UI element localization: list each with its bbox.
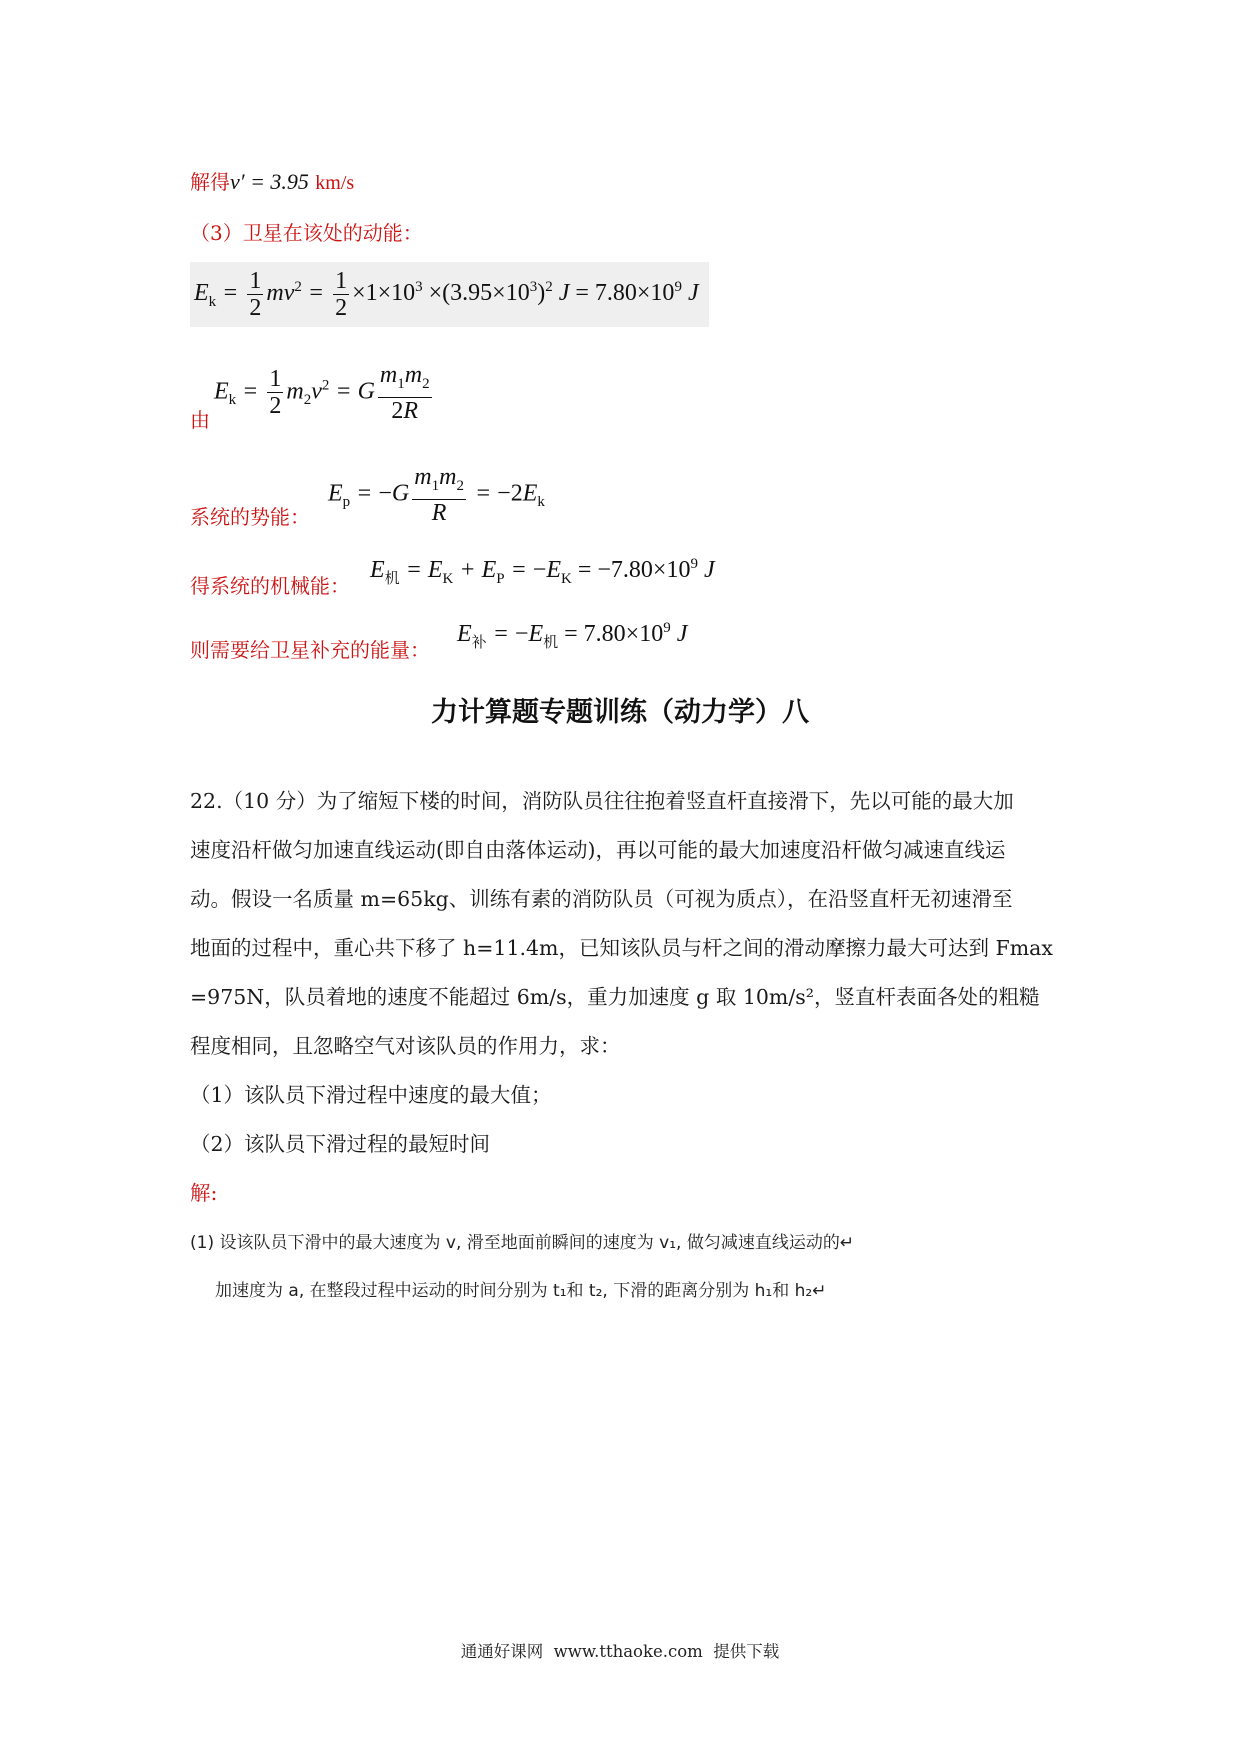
v-prime-value: v′ = 3.95 [230,169,309,194]
potential-energy-equation: $E_p = -G$ $\frac{m_1m_2}{R}$ = $-2E_k$ [328,464,545,526]
problem-line: 程度相同，且忽略空气对该队员的作用力，求： [190,1034,621,1058]
solution-line-2: 加速度为 a, 在整段过程中运动的时间分别为 t₁和 t₂, 下滑的距离分别为 h₁和 h₂↵ [215,1281,827,1301]
footer: 通通好课网 www.tthaoke.com 提供下载 [460,1642,780,1661]
supply-label: 则需要给卫星补充的能量： [190,638,430,662]
problem-block [190,784,1070,1225]
kinetic-energy-equation: $E_k$ = $\frac{1}{2}$ $mv^2$ = $\frac{1}{2}$ $\times 1\times 10^3 \times(3.95\times 10^3)^2$ $J = 7.80\times 10^9$ J [190,262,709,327]
supply-energy-equation: $E_补 = -E_机 = 7.80\times 10^9$ J [457,620,688,651]
problem-line: =975N，队员着地的速度不能超过 6m/s，重力加速度 g 取 10m/s²，竖直杆表面各处的粗糙 [190,985,1040,1009]
solution-label: 解: [190,1181,218,1205]
ek-unit: J [687,280,699,307]
mech-power: 9 [690,556,698,572]
ek-result: = 7.80×10 [575,280,675,307]
problem-line: 动。假设一名质量 m=65kg、训练有素的消防队员（可视为质点），在沿竖直杆无初速滑至 [190,887,1013,911]
potential-label: 系统的势能： [190,505,310,529]
you-label: 由 [190,408,210,432]
ek-power: 9 [674,279,682,296]
mechanical-energy-equation: $E_机 = E_K + E_P = -E_K = -7.80\times 10^9$ J [370,556,715,587]
solve-prefix: 解得 [190,170,230,194]
problem-line: 22.（10 分）为了缩短下楼的时间，消防队员往往抱着竖直杆直接滑下，先以可能的最大加 [190,789,1014,813]
mech-label: 得系统的机械能： [190,574,350,598]
solution-line-1: (1) 设该队员下滑中的最大速度为 v, 滑至地面前瞬间的速度为 v₁, 做匀减速直线运动的↵ [190,1233,855,1253]
part3-heading: （3）卫星在该处的动能： [190,221,423,245]
problem-line: 速度沿杆做匀加速直线运动(即自由落体运动)，再以可能的最大加速度沿杆做匀减速直线运 [190,838,1006,862]
energy-relation-equation: $E_k$ = $\frac{1}{2}$ $m_2v^2 = G$ $\frac{m_1m_2}{2R}$ [214,362,430,424]
section-title: 力计算题专题训练（动力学）八 [431,697,809,728]
mech-result: = −7.80×10 [577,557,691,583]
solve-result-line [190,170,354,195]
problem-line: 地面的过程中，重心共下移了 h=11.4m，已知该队员与杆之间的滑动摩擦力最大可达到 Fmax [190,936,1053,960]
question-1: （1）该队员下滑过程中速度的最大值； [190,1083,552,1107]
supply-result: = 7.80×10 [564,621,664,647]
mech-unit: J [703,557,715,583]
question-2: （2）该队员下滑过程的最短时间 [190,1132,491,1156]
supply-unit: J [676,621,688,647]
v-prime-unit: km/s [315,172,355,194]
supply-power: 9 [663,620,671,636]
